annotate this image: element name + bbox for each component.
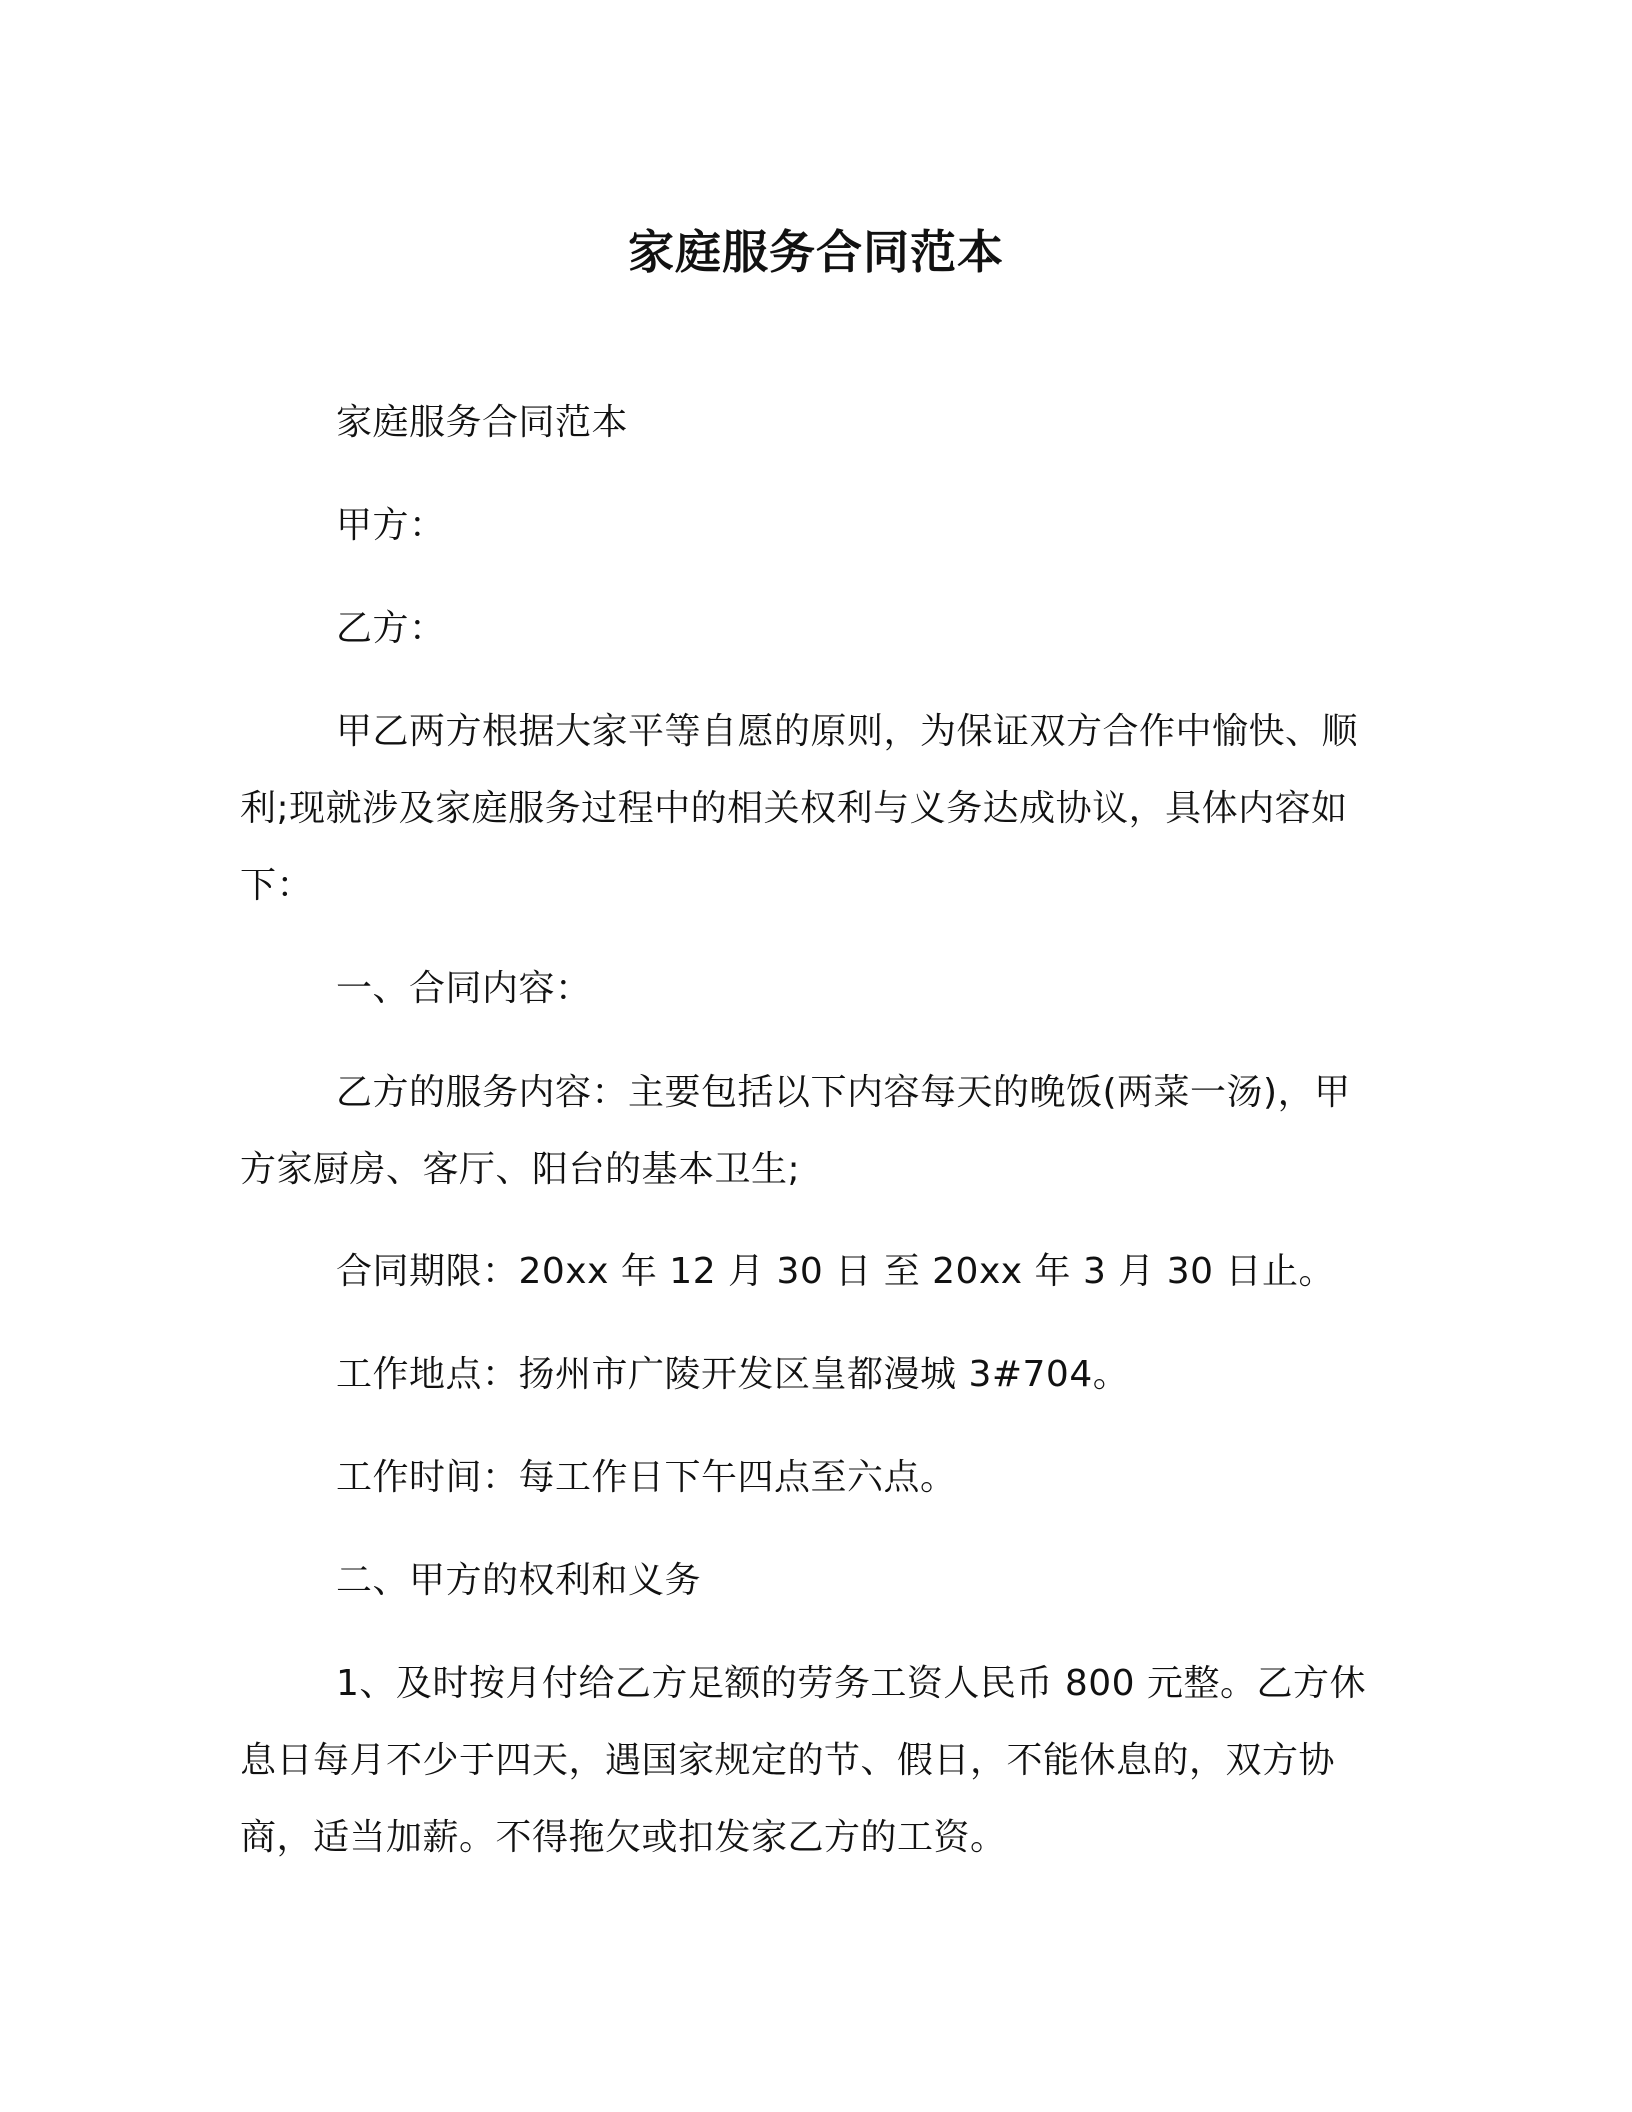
preamble-paragraph: 甲乙两方根据大家平等自愿的原则，为保证双方合作中愉快、顺利;现就涉及家庭服务过程中的相关权利与义务达成协议，具体内容如下： (240, 711, 1359, 906)
section-two-heading: 二、甲方的权利和义务 (336, 1560, 702, 1601)
contract-term-paragraph: 合同期限：20xx 年 12 月 30 日 至 20xx 年 3 月 30 日止。 (336, 1251, 1335, 1292)
work-location-paragraph: 工作地点：扬州市广陵开发区皇都漫城 3#704。 (336, 1354, 1130, 1395)
payment-clause-paragraph: 1、及时按月付给乙方足额的劳务工资人民币 800 元整。乙方休息日每月不少于四天，遇国家规定的节、假日，不能休息的，双方协商，适当加薪。不得拖欠或扣发家乙方的工资。 (240, 1663, 1367, 1858)
subtitle-paragraph: 家庭服务合同范本 (336, 402, 629, 443)
section-one-heading: 一、合同内容： (336, 968, 592, 1009)
work-time-paragraph: 工作时间：每工作日下午四点至六点。 (336, 1457, 957, 1498)
document-title: 家庭服务合同范本 (628, 225, 1004, 279)
party-b-line: 乙方： (336, 608, 446, 649)
service-content-paragraph: 乙方的服务内容：主要包括以下内容每天的晚饭(两菜一汤)，甲方家厨房、客厅、阳台的基本卫生; (240, 1072, 1351, 1190)
party-a-line: 甲方： (336, 505, 446, 546)
